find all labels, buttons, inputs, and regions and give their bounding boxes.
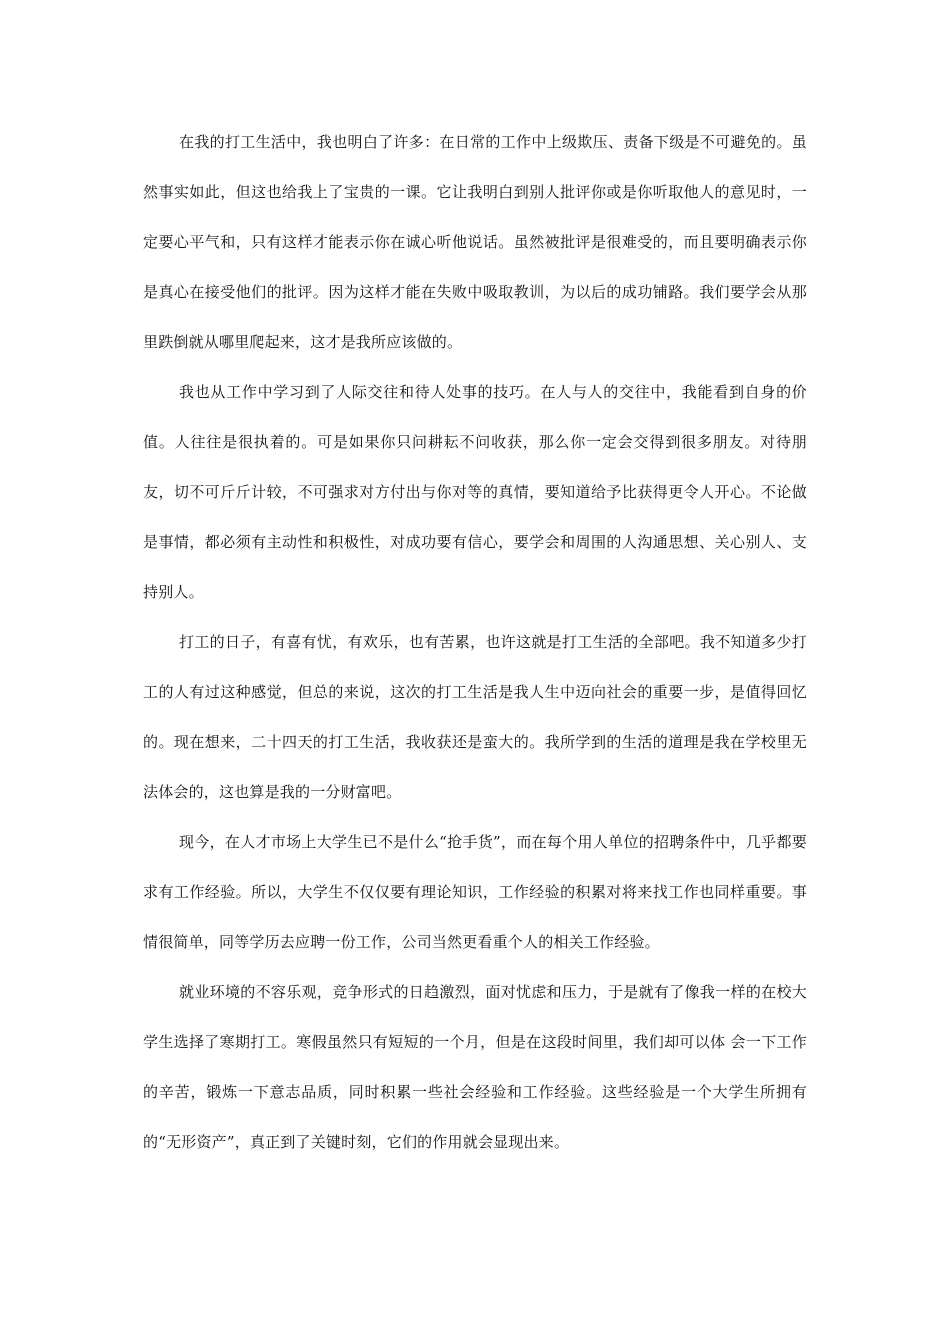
paragraph-1: 在我的打工生活中，我也明白了许多：在日常的工作中上级欺压、责备下级是不可避免的。虽然事实如此，但这也给我上了宝贵的一课。它让我明白到别人批评你或是你听取他人的意见时，一定要心平气和，只有这样才能表示你在诚心听他说话。虽然被批评是很难受的，而且要明确表示你是真心在接受他们的批评。因为这样才能在失败中吸取教训，为以后的成功铺路。我们要学会从那里跌倒就从哪里爬起来，这才是我所应该做的。 bbox=[143, 133, 807, 351]
paragraph-5: 就业环境的不容乐观，竞争形式的日趋激烈，面对忧虑和压力，于是就有了像我一样的在校大学生选择了寒期打工。寒假虽然只有短短的一个月，但是在这段时间里，我们却可以体 会一下工作的辛苦，锻炼一下意志品质，同时积累一些社会经验和工作经验。这些经验是一个大学生所拥有的“无形资产”，真正到了关键时刻，它们的作用就会显现出来。 bbox=[143, 983, 807, 1151]
paragraph-4: 现今，在人才市场上大学生已不是什么“抢手货”，而在每个用人单位的招聘条件中，几乎都要求有工作经验。所以，大学生不仅仅要有理论知识，工作经验的积累对将来找工作也同样重要。事情很简单，同等学历去应聘一份工作，公司当然更看重个人的相关工作经验。 bbox=[143, 833, 807, 951]
document-body bbox=[143, 117, 807, 1167]
paragraph-2: 我也从工作中学习到了人际交往和待人处事的技巧。在人与人的交往中，我能看到自身的价值。人往往是很执着的。可是如果你只问耕耘不问收获，那么你一定会交得到很多朋友。对待朋友，切不可斤斤计较，不可强求对方付出与你对等的真情，要知道给予比获得更令人开心。不论做是事情，都必须有主动性和积极性，对成功要有信心，要学会和周围的人沟通思想、关心别人、支持别人。 bbox=[143, 383, 807, 601]
paragraph-3: 打工的日子，有喜有忧，有欢乐，也有苦累，也许这就是打工生活的全部吧。我不知道多少打工的人有过这种感觉，但总的来说，这次的打工生活是我人生中迈向社会的重要一步，是值得回忆的。现在想来，二十四天的打工生活，我收获还是蛮大的。我所学到的生活的道理是我在学校里无法体会的，这也算是我的一分财富吧。 bbox=[143, 633, 807, 801]
